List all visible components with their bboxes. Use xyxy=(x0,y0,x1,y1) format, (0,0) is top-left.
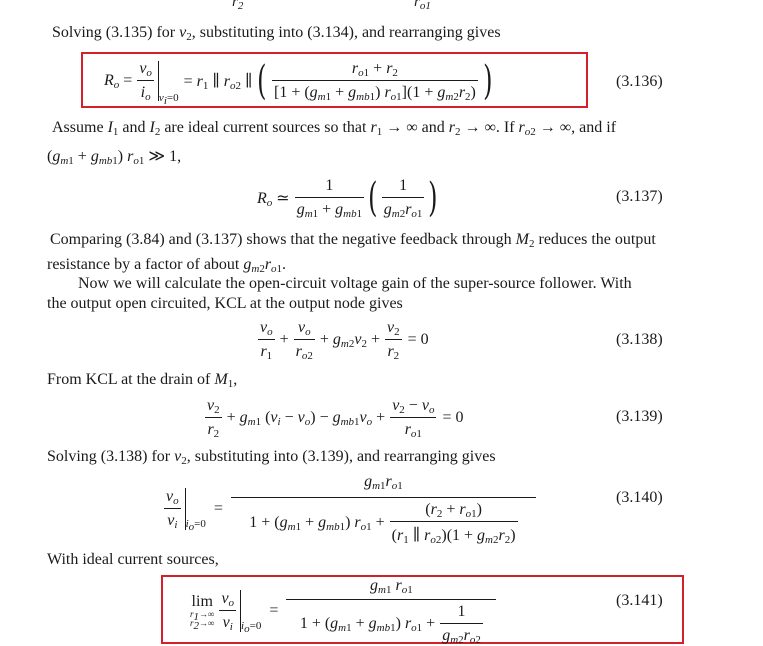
equation-number-3-136: (3.136) xyxy=(616,73,663,90)
paragraph-assume-ideal-cont: $(g_{m1} + g_{mb1})$ $r_{o1}$ ≫ 1, xyxy=(47,148,182,167)
equation-3-140: $\frac{v_o}{v_i}$ $i_o=0$ = $g_{m1}r_{o1}$ $1 + (g_{m1} + g_{mb1}) r_{o1}$ + $\frac{(r_2 + r_{o1})}{(r_1 \parallel r_{o2})(1 + g_{m2}r_2)}$ xyxy=(164,474,536,544)
top-fragment-left: $r_2$ xyxy=(232,0,244,12)
paragraph-comparing: Comparing (3.84) and (3.137) shows that the negative feedback through $M_2$ reduces the output xyxy=(50,231,656,250)
paragraph-ideal-sources: With ideal current sources, xyxy=(47,551,219,568)
equation-number-3-140: (3.140) xyxy=(616,489,663,506)
paragraph-now-we-will-cont: the output open circuited, KCL at the output node gives xyxy=(47,295,403,312)
equation-3-139: $\frac{v_2}{r_2}$ + $g_{m1}$ $(v_i - v_o) - g_{mb1}v_o$ + $\frac{v_2 - v_o}{r_{o1}}$ = 0 xyxy=(207,397,464,440)
paragraph-kcl-drain: From KCL at the drain of $M_1$, xyxy=(47,371,238,390)
paragraph-assume-ideal: Assume $I_1$ and $I_2$ are ideal current sources so that $r_1$ → ∞ and $r_2$ → ∞. If $r_{o2}$ → ∞, and if xyxy=(52,119,617,138)
equation-3-137: $R_o$ ≃ $\frac{1}{g_{m1} + g_{mb1}}$ ( $\frac{1}{g_{m2}r_{o1}}$ ) xyxy=(257,175,438,221)
equation-3-136: $R_o$ = $\frac{v_o}{i_o}$ $v_i=0$ = $r_1$ ∥ $r_{o2}$ ∥ ( $\frac{r_{o1} + r_2}{[1 + (g_{m1} + g_{mb1}) r_{o1}](1 + g_{m2}r_2)}$ ) xyxy=(104,58,493,107)
paragraph-comparing-cont: resistance by a factor of about $g_{m2}r_{o1}$. xyxy=(47,256,287,275)
equation-number-3-139: (3.139) xyxy=(616,408,663,425)
top-fragment-right: $r_{o1}$ xyxy=(414,0,431,12)
paragraph-solving-3-135: Solving (3.135) for $v_2$, substituting into (3.134), and rearranging gives xyxy=(52,24,501,43)
equation-number-3-137: (3.137) xyxy=(616,188,663,205)
equation-3-138: $\frac{v_o}{r_1}$ + $\frac{v_o}{r_{o2}}$ + $g_{m2}v_2$ + $\frac{v_2}{r_2}$ = 0 xyxy=(260,319,429,362)
paragraph-now-we-will: Now we will calculate the open-circuit voltage gain of the super-source follower. With xyxy=(78,275,632,292)
equation-3-141: lim $r_1\to\infty$ $r_2\to\infty$ $\frac{v_o}{v_i}$ $i_o=0$ = $g_{m1}$ $r_{o1}$ $1 + (g_{m1} + g_{mb1}) r_{o1}$ + $\frac{1}{g_{m2}r_{o2}}$ xyxy=(190,580,496,642)
equation-number-3-141: (3.141) xyxy=(616,592,663,609)
paragraph-solving-3-138: Solving (3.138) for $v_2$, substituting into (3.139), and rearranging gives xyxy=(47,448,496,467)
equation-number-3-138: (3.138) xyxy=(616,331,663,348)
